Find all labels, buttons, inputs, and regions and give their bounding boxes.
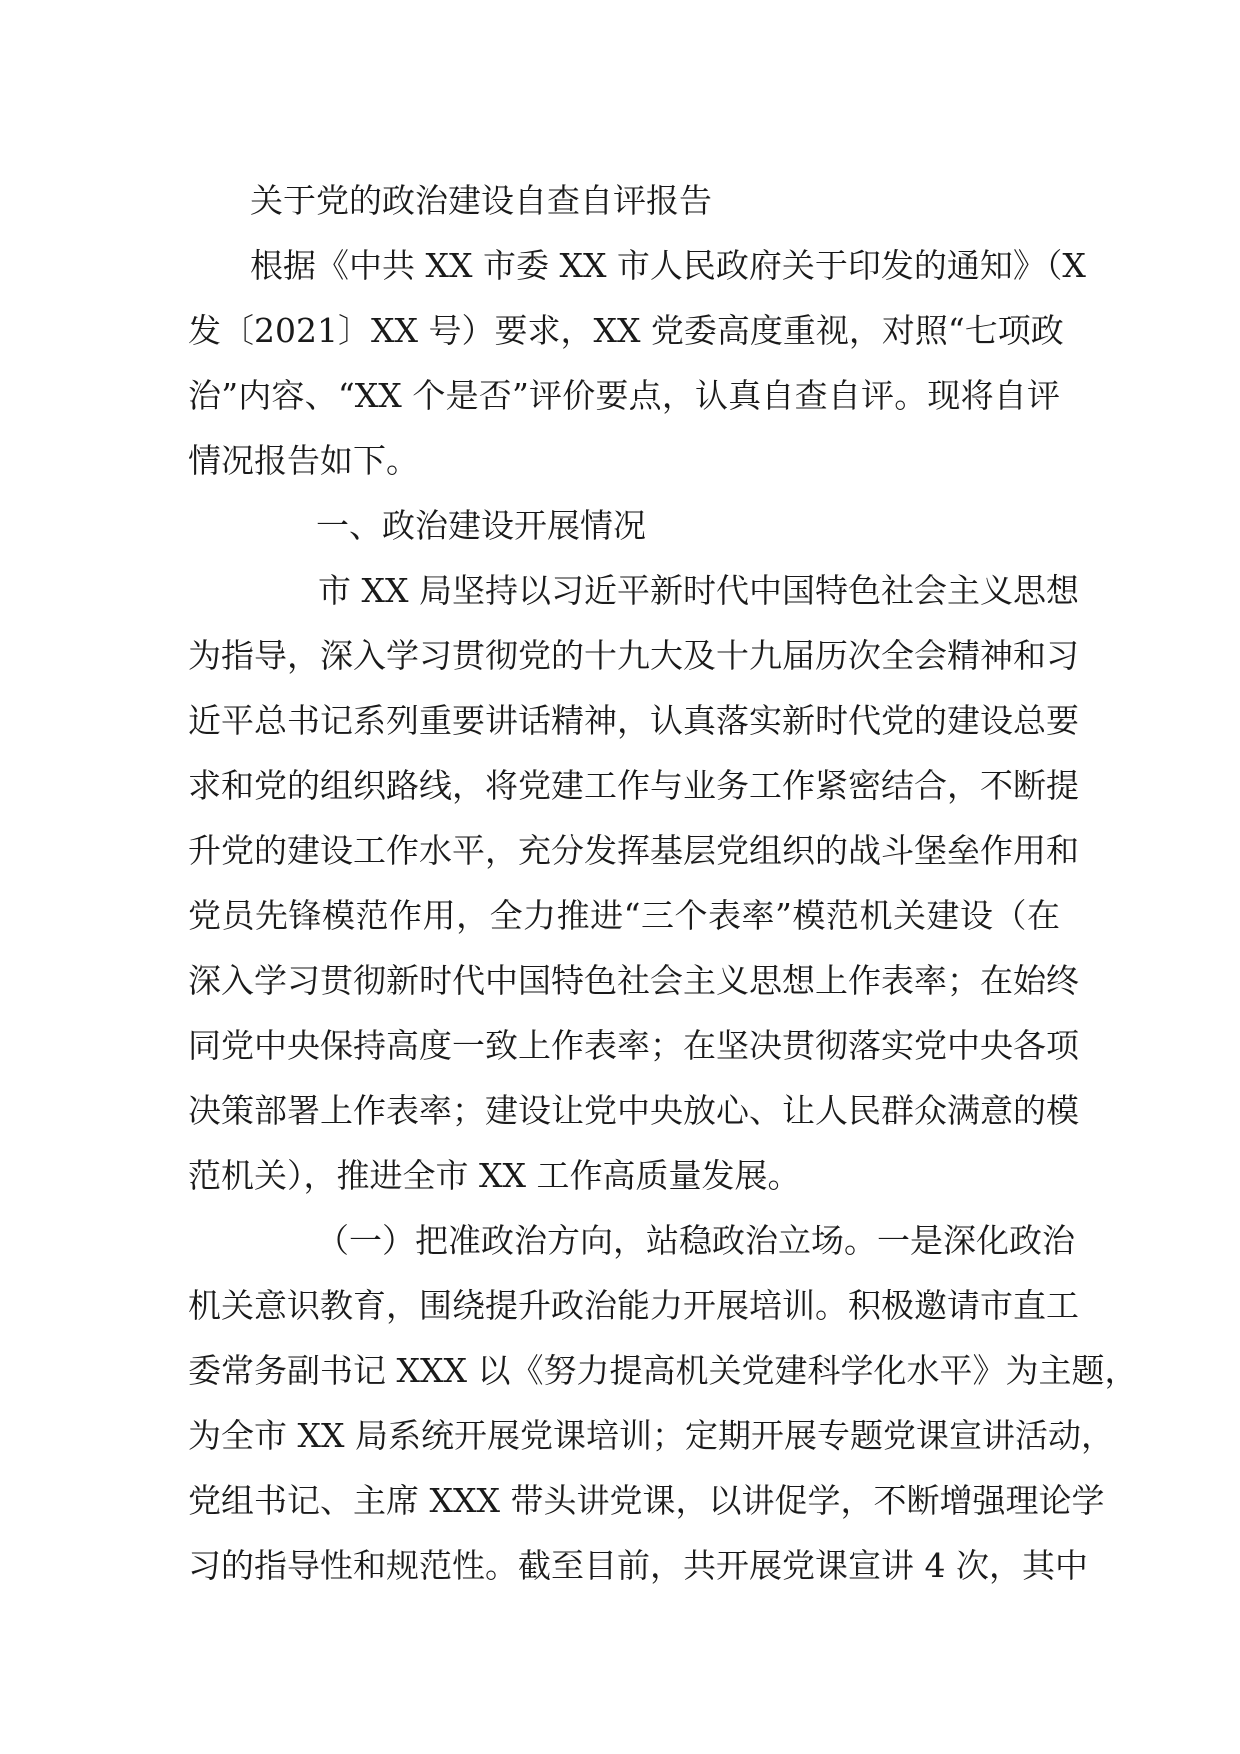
body-line: 升党的建设工作水平，充分发挥基层党组织的战斗堡垒作用和 (188, 831, 1079, 870)
intro-line: 情况报告如下。 (188, 441, 419, 480)
intro-line: 发〔2021〕XX 号）要求，XX 党委高度重视，对照“七项政 (188, 311, 1064, 350)
intro-line: 治”内容、“XX 个是否”评价要点，认真自查自评。现将自评 (188, 376, 1060, 415)
subsection-line: 机关意识教育，围绕提升政治能力开展培训。积极邀请市直工 (188, 1286, 1079, 1325)
subsection-line: 为全市 XX 局系统开展党课培训；定期开展专题党课宣讲活动， (188, 1416, 1114, 1455)
document-body (188, 168, 1138, 1598)
body-line: 市 XX 局坚持以习近平新时代中国特色社会主义思想 (318, 571, 1079, 610)
body-line: 求和党的组织路线，将党建工作与业务工作紧密结合，不断提 (188, 766, 1079, 805)
subsection-line: 党组书记、主席 XXX 带头讲党课，以讲促学，不断增强理论学 (188, 1481, 1105, 1520)
subsection-line: 委常务副书记 XXX 以《努力提高机关党建科学化水平》为主题， (188, 1351, 1138, 1390)
body-line: 党员先锋模范作用，全力推进“三个表率”模范机关建设（在 (188, 896, 1060, 935)
body-line: 为指导，深入学习贯彻党的十九大及十九届历次全会精神和习 (188, 636, 1079, 675)
body-line: 深入学习贯彻新时代中国特色社会主义思想上作表率；在始终 (188, 961, 1079, 1000)
body-line: 范机关），推进全市 XX 工作高质量发展。 (188, 1156, 801, 1195)
section-heading: 一、政治建设开展情况 (316, 506, 646, 545)
body-line: 同党中央保持高度一致上作表率；在坚决贯彻落实党中央各项 (188, 1026, 1079, 1065)
subsection-line: （一）把准政治方向，站稳政治立场。一是深化政治 (316, 1221, 1075, 1260)
body-line: 近平总书记系列重要讲话精神，认真落实新时代党的建设总要 (188, 701, 1079, 740)
subsection-line: 习的指导性和规范性。截至目前，共开展党课宣讲 4 次，其中 (188, 1546, 1088, 1585)
intro-line: 根据《中共 XX 市委 XX 市人民政府关于印发的通知》（X (250, 246, 1086, 285)
body-line: 决策部署上作表率；建设让党中央放心、让人民群众满意的模 (188, 1091, 1079, 1130)
document-title: 关于党的政治建设自查自评报告 (250, 181, 712, 220)
